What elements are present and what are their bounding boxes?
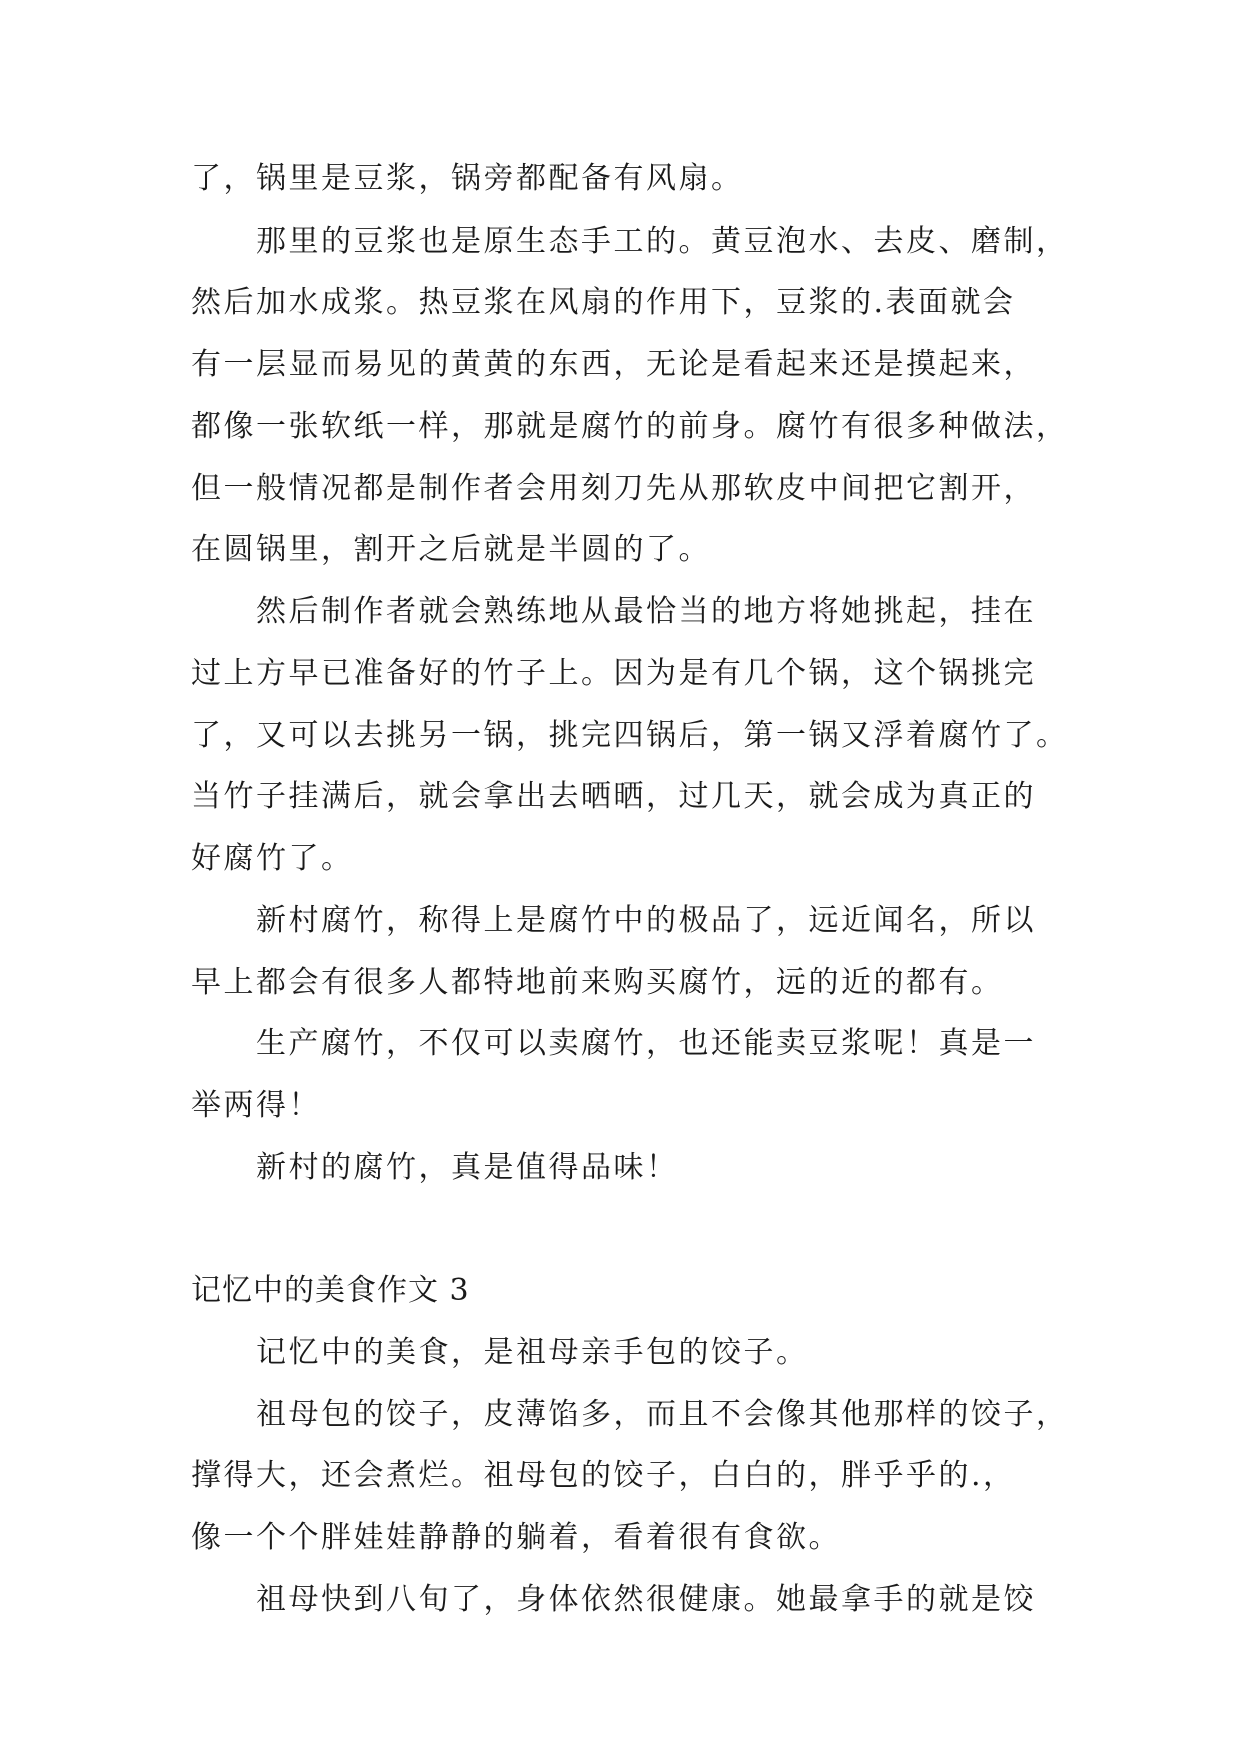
text-line: 但一般情况都是制作者会用刻刀先从那软皮中间把它割开， [191,471,1036,506]
section-heading: 记忆中的美食作文 3 [191,1273,470,1308]
text-line: 在圆锅里，割开之后就是半圆的了。 [191,532,711,567]
paragraph-first-line: 新村腐竹，称得上是腐竹中的极品了，远近闻名，所以 [256,903,1036,938]
text-line: 都像一张软纸一样，那就是腐竹的前身。腐竹有很多种做法， [191,409,1069,444]
text-line: 当竹子挂满后，就会拿出去晒晒，过几天，就会成为真正的 [191,779,1036,814]
paragraph-first-line: 生产腐竹，不仅可以卖腐竹，也还能卖豆浆呢！真是一 [256,1026,1036,1061]
text-line: 早上都会有很多人都特地前来购买腐竹，远的近的都有。 [191,965,1004,1000]
text-line: 了，锅里是豆浆，锅旁都配备有风扇。 [191,161,744,196]
paragraph-first-line: 记忆中的美食，是祖母亲手包的饺子。 [256,1335,809,1370]
text-line: 撑得大，还会煮烂。祖母包的饺子，白白的，胖乎乎的.， [191,1458,1016,1493]
text-line: 举两得！ [191,1088,321,1123]
text-line: 像一个个胖娃娃静静的躺着，看着很有食欲。 [191,1520,841,1555]
paragraph-first-line: 祖母包的饺子，皮薄馅多，而且不会像其他那样的饺子， [256,1397,1069,1432]
text-line: 好腐竹了。 [191,841,354,876]
paragraph-first-line: 那里的豆浆也是原生态手工的。黄豆泡水、去皮、磨制， [256,224,1069,259]
paragraph-first-line: 然后制作者就会熟练地从最恰当的地方将她挑起，挂在 [256,594,1036,629]
text-line: 然后加水成浆。热豆浆在风扇的作用下，豆浆的.表面就会 [191,285,1016,320]
text-line: 有一层显而易见的黄黄的东西，无论是看起来还是摸起来， [191,347,1036,382]
paragraph-first-line: 祖母快到八旬了，身体依然很健康。她最拿手的就是饺 [256,1582,1036,1617]
text-line: 过上方早已准备好的竹子上。因为是有几个锅，这个锅挑完 [191,656,1036,691]
paragraph-first-line: 新村的腐竹，真是值得品味！ [256,1150,679,1185]
text-line: 了，又可以去挑另一锅，挑完四锅后，第一锅又浮着腐竹了。 [191,718,1069,753]
